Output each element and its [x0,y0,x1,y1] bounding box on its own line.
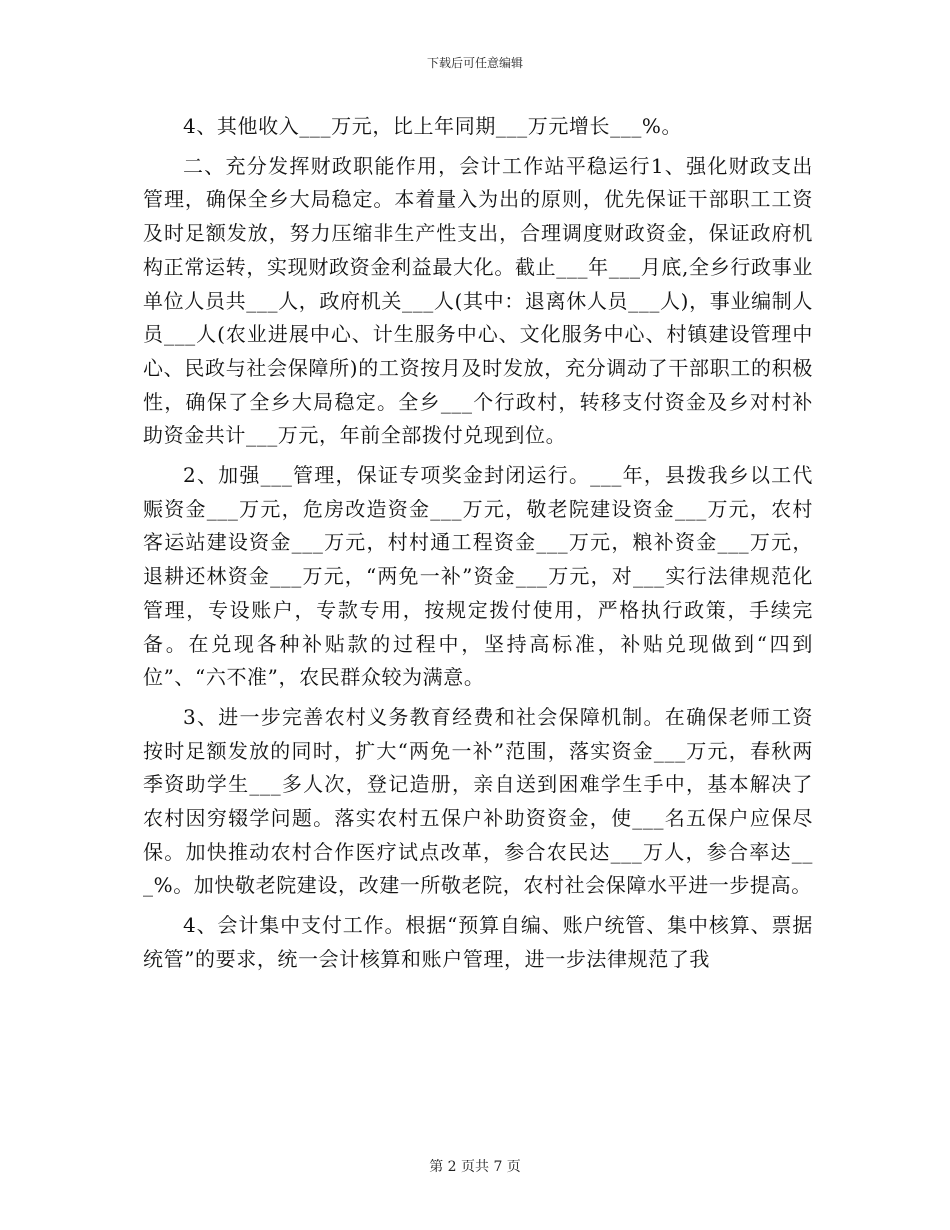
document-body [143,110,813,983]
paragraph-education-security: 3、进一步完善农村义务教育经费和社会保障机制。在确保老师工资按时足额发放的同时，扩大“两免一补”范围，落实资金___万元，春秋两季资助学生___多人次，登记造册，亲自送到困难学生手中，基本解决了农村因穷辍学问题。落实农村五保户补助资资金，使___名五保户应保尽保。加快推动农村合作医疗试点改革，参合农民达___万人，参合率达___%。加快敬老院建设，改建一所敬老院，农村社会保障水平进一步提高。 [143,704,813,898]
paragraph-fiscal-function: 二、充分发挥财政职能作用，会计工作站平稳运行1、强化财政支出管理，确保全乡大局稳定。本着量入为出的原则，优先保证干部职工工资及时足额发放，努力压缩非生产性支出，合理调度财政资金，保证政府机构正常运转，实现财政资金利益最大化。截止___年___月底,全乡行政事业单位人员共___人，政府机关___人(其中：退离休人员___人)，事业编制人员___人(农业进展中心、计生服务中心、文化服务中心、村镇建设管理中心、民政与社会保障所)的工资按月及时发放，充分调动了干部职工的积极性，确保了全乡大局稳定。全乡___个行政村，转移支付资金及乡对村补助资金共计___万元，年前全部拨付兑现到位。 [143,153,813,448]
paragraph-special-funds: 2、加强___管理，保证专项奖金封闭运行。___年，县拨我乡以工代赈资金___万元，危房改造资金___万元，敬老院建设资金___万元，农村客运站建设资金___万元，村村通工程资金___万元，粮补资金___万元，退耕还林资金___万元，“两免一补”资金___万元，对___实行法律规范化管理，专设账户，专款专用，按规定拨付使用，严格执行政策，手续完备。在兑现各种补贴款的过程中，坚持高标准，补贴兑现做到“四到位”、“六不准”，农民群众较为满意。 [143,463,813,690]
paragraph-other-income: 4、其他收入___万元，比上年同期___万元增长___%。 [183,114,683,138]
page-footer: 第 2 页共 7 页 [429,1159,521,1175]
paragraph-accounting-payment: 4、会计集中支付工作。根据“预算自编、账户统管、集中核算、票据统管”的要求，统一会计核算和账户管理，进一步法律规范了我 [143,913,813,971]
page-header: 下载后可任意编辑 [426,56,523,70]
